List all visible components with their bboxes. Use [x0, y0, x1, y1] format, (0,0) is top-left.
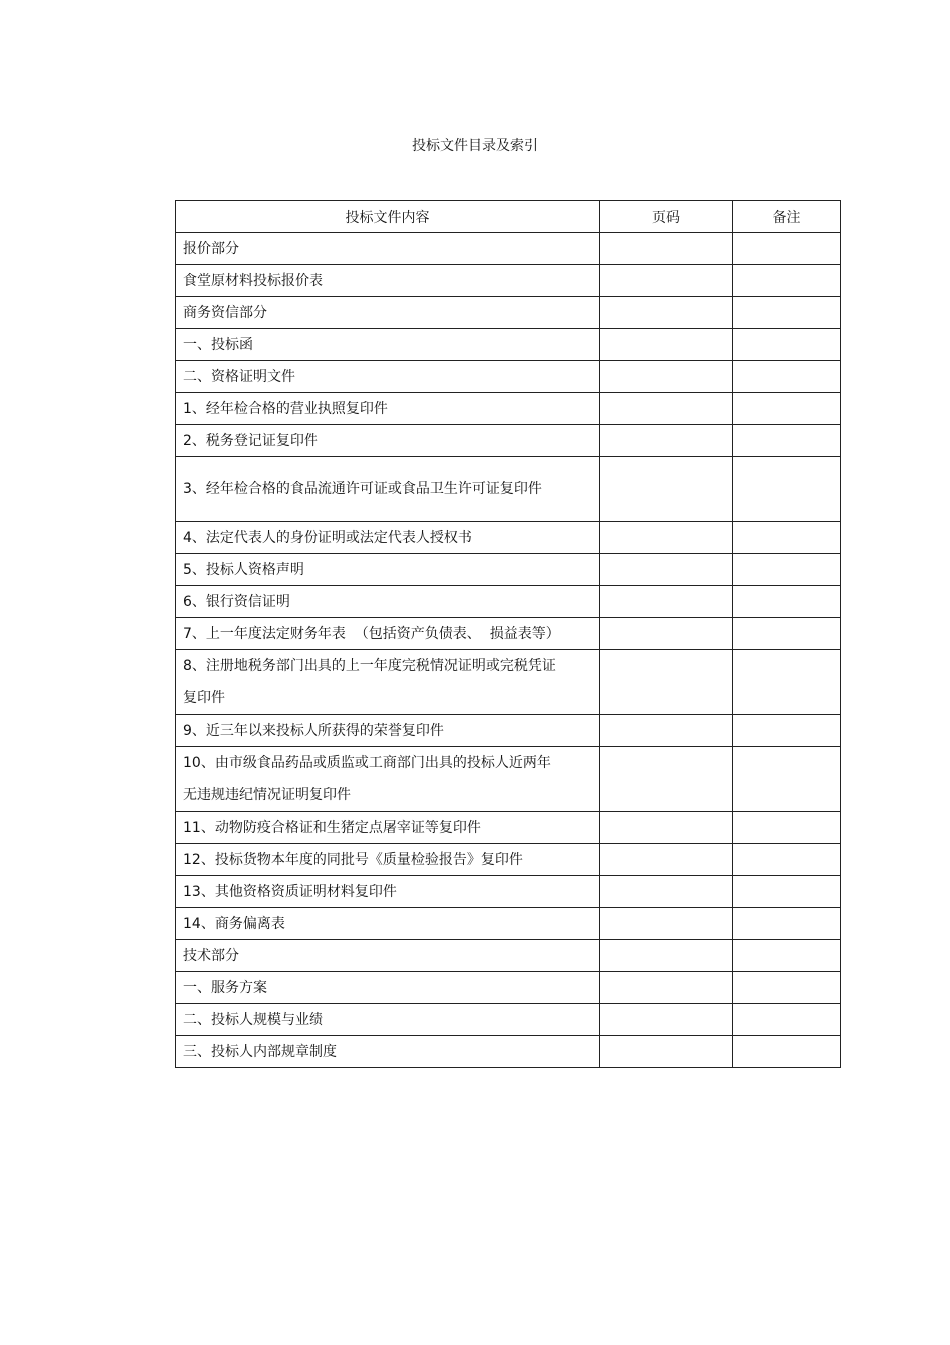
row-content: 4、法定代表人的身份证明或法定代表人授权书	[176, 522, 600, 554]
row-remark	[733, 393, 841, 425]
row-remark	[733, 233, 841, 265]
table-row	[176, 618, 841, 650]
row-content: 7、上一年度法定财务年表 （包括资产负债表、 损益表等）	[176, 618, 600, 650]
row-remark	[733, 265, 841, 297]
table-row	[176, 554, 841, 586]
row-page	[600, 425, 733, 457]
table-row	[176, 297, 841, 329]
toc-table	[175, 200, 841, 1068]
table-row	[176, 940, 841, 972]
row-content: 3、经年检合格的食品流通许可证或食品卫生许可证复印件	[176, 457, 600, 522]
row-remark	[733, 812, 841, 844]
row-content: 报价部分	[176, 233, 600, 265]
table-row	[176, 844, 841, 876]
row-remark	[733, 747, 841, 812]
row-remark	[733, 554, 841, 586]
row-remark	[733, 1004, 841, 1036]
table-row	[176, 265, 841, 297]
row-remark	[733, 650, 841, 715]
row-remark	[733, 844, 841, 876]
row-page	[600, 876, 733, 908]
row-page	[600, 940, 733, 972]
row-remark	[733, 876, 841, 908]
table-row	[176, 650, 841, 715]
row-remark	[733, 715, 841, 747]
row-content: 1、经年检合格的营业执照复印件	[176, 393, 600, 425]
row-remark	[733, 908, 841, 940]
row-page	[600, 297, 733, 329]
row-page	[600, 1036, 733, 1068]
row-page	[600, 650, 733, 715]
table-row	[176, 715, 841, 747]
header-page: 页码	[600, 201, 733, 233]
row-content: 二、投标人规模与业绩	[176, 1004, 600, 1036]
table-row	[176, 361, 841, 393]
table-row	[176, 457, 841, 522]
row-content: 8、注册地税务部门出具的上一年度完税情况证明或完税凭证复印件	[176, 650, 600, 715]
row-content: 12、投标货物本年度的同批号《质量检验报告》复印件	[176, 844, 600, 876]
row-content: 13、其他资格资质证明材料复印件	[176, 876, 600, 908]
header-remark: 备注	[733, 201, 841, 233]
row-remark	[733, 972, 841, 1004]
row-page	[600, 908, 733, 940]
row-content: 9、近三年以来投标人所获得的荣誉复印件	[176, 715, 600, 747]
table-row	[176, 876, 841, 908]
row-remark	[733, 618, 841, 650]
row-page	[600, 844, 733, 876]
row-page	[600, 393, 733, 425]
table-row	[176, 586, 841, 618]
row-page	[600, 522, 733, 554]
row-page	[600, 265, 733, 297]
row-remark	[733, 425, 841, 457]
row-content: 技术部分	[176, 940, 600, 972]
table-row	[176, 522, 841, 554]
row-content: 6、银行资信证明	[176, 586, 600, 618]
row-content: 一、服务方案	[176, 972, 600, 1004]
row-page	[600, 812, 733, 844]
row-content: 商务资信部分	[176, 297, 600, 329]
row-content: 10、由市级食品药品或质监或工商部门出具的投标人近两年无违规违纪情况证明复印件	[176, 747, 600, 812]
row-remark	[733, 457, 841, 522]
row-remark	[733, 586, 841, 618]
table-header-row	[176, 201, 841, 233]
table-row	[176, 425, 841, 457]
row-content: 14、商务偏离表	[176, 908, 600, 940]
row-content: 11、动物防疫合格证和生猪定点屠宰证等复印件	[176, 812, 600, 844]
row-remark	[733, 329, 841, 361]
row-content: 食堂原材料投标报价表	[176, 265, 600, 297]
row-content: 三、投标人内部规章制度	[176, 1036, 600, 1068]
table-row	[176, 393, 841, 425]
table-row	[176, 908, 841, 940]
row-content: 二、资格证明文件	[176, 361, 600, 393]
row-page	[600, 715, 733, 747]
table-row	[176, 1036, 841, 1068]
table-row	[176, 233, 841, 265]
row-remark	[733, 297, 841, 329]
row-page	[600, 747, 733, 812]
table-row	[176, 812, 841, 844]
row-remark	[733, 1036, 841, 1068]
row-page	[600, 1004, 733, 1036]
row-page	[600, 233, 733, 265]
row-page	[600, 329, 733, 361]
header-content: 投标文件内容	[176, 201, 600, 233]
table-row	[176, 329, 841, 361]
row-content: 一、投标函	[176, 329, 600, 361]
row-page	[600, 361, 733, 393]
row-content: 5、投标人资格声明	[176, 554, 600, 586]
row-remark	[733, 522, 841, 554]
table-row	[176, 1004, 841, 1036]
row-content: 2、税务登记证复印件	[176, 425, 600, 457]
row-page	[600, 586, 733, 618]
row-remark	[733, 361, 841, 393]
row-page	[600, 972, 733, 1004]
row-remark	[733, 940, 841, 972]
document-title: 投标文件目录及索引	[412, 138, 538, 154]
row-page	[600, 618, 733, 650]
row-page	[600, 457, 733, 522]
table-row	[176, 972, 841, 1004]
table-row	[176, 747, 841, 812]
row-page	[600, 554, 733, 586]
